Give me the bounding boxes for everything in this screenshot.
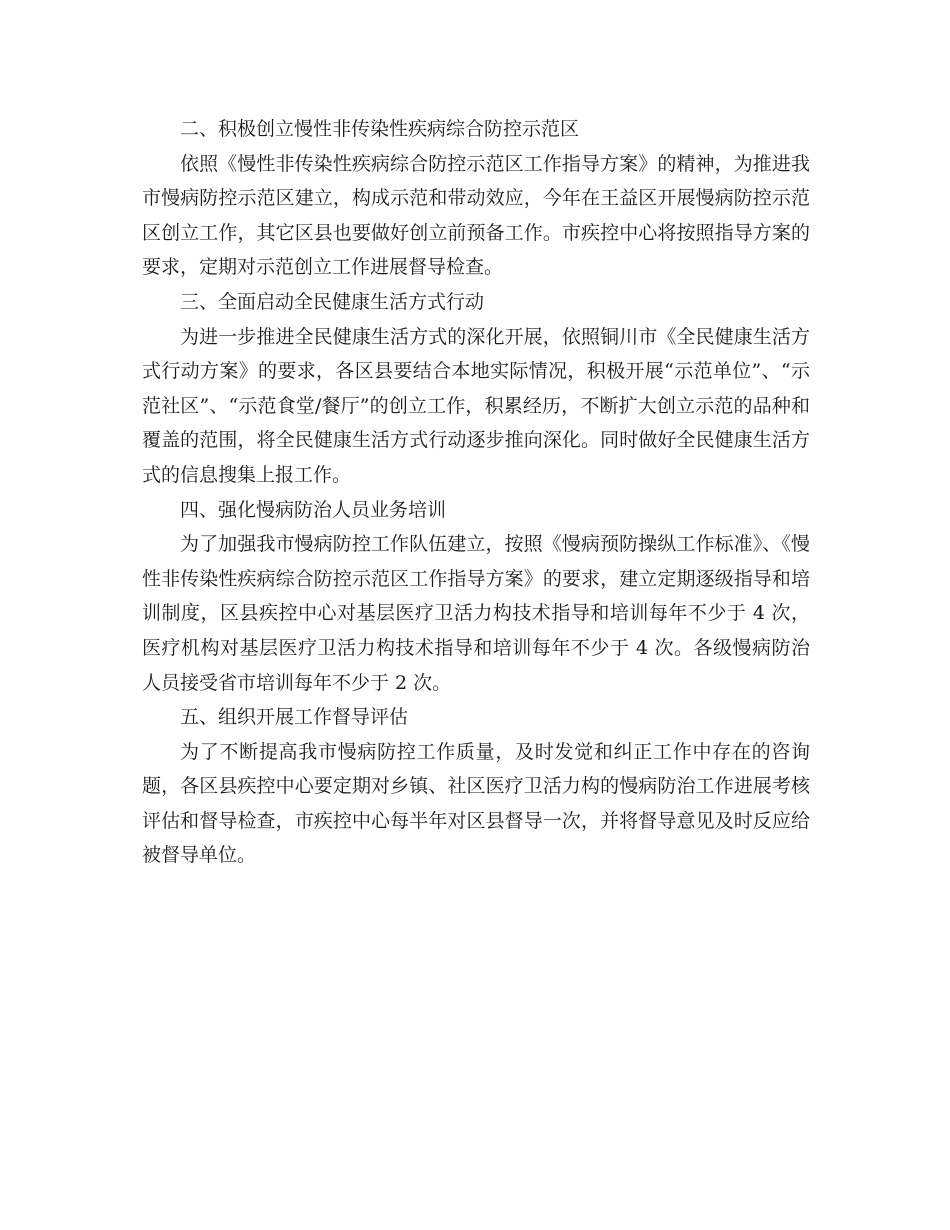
- section-heading-4: 四、强化慢病防治人员业务培训: [180, 498, 447, 521]
- section-heading-3: 三、全面启动全民健康生活方式行动: [180, 290, 485, 313]
- document-body: [142, 112, 810, 873]
- section-paragraph-3: 为进一步推进全民健康生活方式的深化开展，依照铜川市《全民健康生活方式行动方案》的要求，各区县要结合本地实际情况，积极开展“示范单位”、“示范社区”、“示范食堂/餐厅”的创立工作，积累经历，不断扩大创立示范的品种和覆盖的范围，将全民健康生活方式行动逐步推向深化。同时做好全民健康生活方式的信息搜集上报工作。: [142, 325, 810, 486]
- section-heading-2: 二、积极创立慢性非传染性疾病综合防控示范区: [180, 118, 580, 140]
- section-paragraph-5: 为了不断提高我市慢病防控工作质量，及时发觉和纠正工作中存在的咨询题，各区县疾控中心要定期对乡镇、社区医疗卫活力构的慢病防治工作进展考核评估和督导检查，市疾控中心每半年对区县督导一次，并将督导意见及时反应给被督导单位。: [142, 740, 810, 867]
- section-heading-5: 五、组织开展工作督导评估: [180, 706, 409, 729]
- section-paragraph-2: 依照《慢性非传染性疾病综合防控示范区工作指导方案》的精神，为推进我市慢病防控示范区建立，构成示范和带动效应，今年在王益区开展慢病防控示范区创立工作，其它区县也要做好创立前预备工作。市疾控中心将按照指导方案的要求，定期对示范创立工作进展督导检查。: [142, 152, 810, 279]
- section-paragraph-4: 为了加强我市慢病防控工作队伍建立，按照《慢病预防操纵工作标准》、《慢性非传染性疾病综合防控示范区工作指导方案》的要求，建立定期逐级指导和培训制度，区县疾控中心对基层医疗卫活力构技术指导和培训每年不少于 4 次，医疗机构对基层医疗卫活力构技术指导和培训每年不少于 4 次。各级慢病防治人员接受省市培训每年不少于 2 次。: [142, 533, 810, 694]
